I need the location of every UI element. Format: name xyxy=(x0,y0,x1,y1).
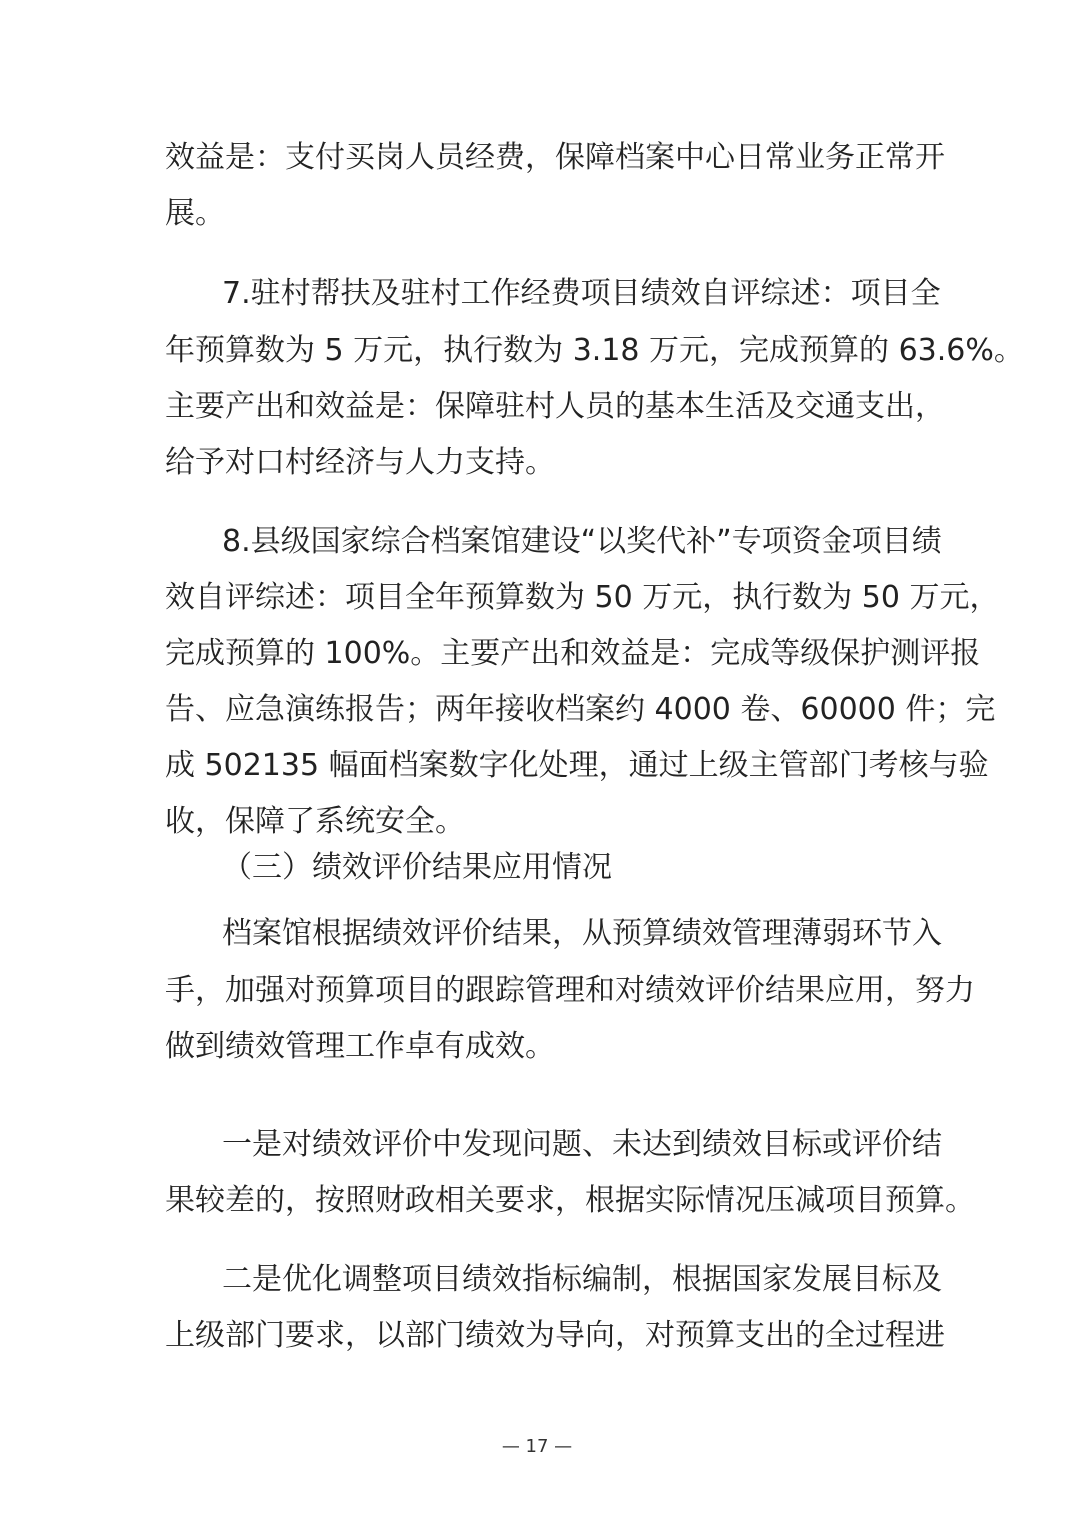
paragraph-line: 告、应急演练报告；两年接收档案约 4000 卷、60000 件；完 xyxy=(165,692,996,727)
paragraph-line: 主要产出和效益是：保障驻村人员的基本生活及交通支出， xyxy=(165,389,945,424)
paragraph-line: 手，加强对预算项目的跟踪管理和对绩效评价结果应用，努力 xyxy=(165,973,975,1008)
paragraph-line: 上级部门要求，以部门绩效为导向，对预算支出的全过程进 xyxy=(165,1318,945,1353)
paragraph-line: 档案馆根据绩效评价结果，从预算绩效管理薄弱环节入 xyxy=(222,916,942,951)
paragraph-line: 做到绩效管理工作卓有成效。 xyxy=(165,1029,555,1064)
paragraph-line: 一是对绩效评价中发现问题、未达到绩效目标或评价结 xyxy=(222,1127,942,1162)
paragraph-line: 效自评综述：项目全年预算数为 50 万元，执行数为 50 万元， xyxy=(165,580,1000,615)
paragraph-line: 二是优化调整项目绩效指标编制，根据国家发展目标及 xyxy=(222,1262,942,1297)
paragraph-line: 效益是：支付买岗人员经费，保障档案中心日常业务正常开 xyxy=(165,140,945,175)
paragraph-line: 7.驻村帮扶及驻村工作经费项目绩效自评综述：项目全 xyxy=(222,276,941,311)
paragraph-line: 给予对口村经济与人力支持。 xyxy=(165,445,555,480)
paragraph-line: 完成预算的 100%。主要产出和效益是：完成等级保护测评报 xyxy=(165,636,981,671)
paragraph-line: 年预算数为 5 万元，执行数为 3.18 万元，完成预算的 63.6%。 xyxy=(165,333,1024,368)
paragraph-line: 收，保障了系统安全。 xyxy=(165,804,465,839)
paragraph-line: 8.县级国家综合档案馆建设“以奖代补”专项资金项目绩 xyxy=(222,524,942,559)
page-number: — 17 — xyxy=(501,1436,573,1457)
section-heading: （三）绩效评价结果应用情况 xyxy=(222,850,612,885)
paragraph-line: 成 502135 幅面档案数字化处理，通过上级主管部门考核与验 xyxy=(165,748,989,783)
paragraph-line: 展。 xyxy=(165,196,225,231)
paragraph-line: 果较差的，按照财政相关要求，根据实际情况压减项目预算。 xyxy=(165,1183,975,1218)
